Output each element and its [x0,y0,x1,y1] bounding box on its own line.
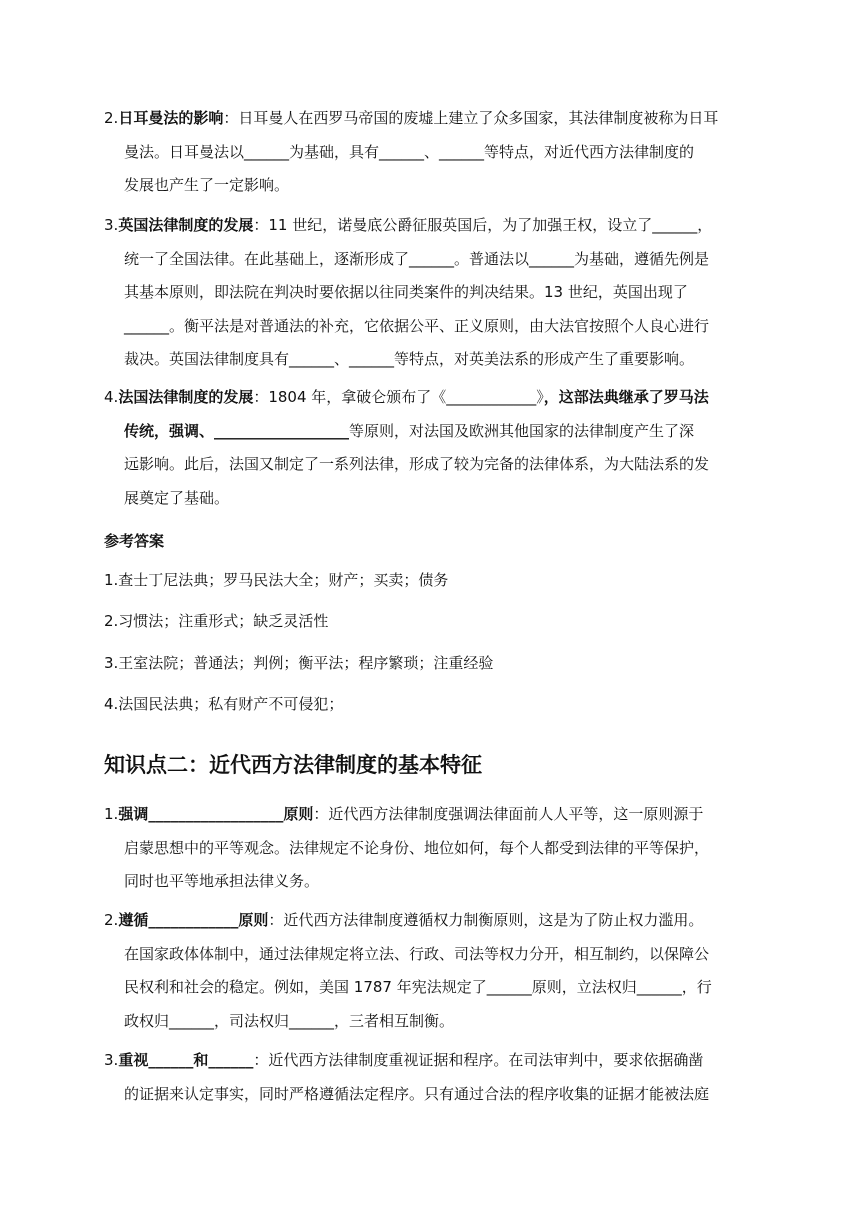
s2-item-2-line-4: 政权归______，司法权归______，三者相互制衡。 [124,1011,455,1030]
item-3-line-1: 3.英国法律制度的发展：11 世纪，诺曼底公爵征服英国后，为了加强王权，设立了______， [104,216,713,234]
s2-item-3-line-2: 的证据来认定事实，同时严格遵循法定程序。只有通过合法的程序收集的证据才能被法庭 [124,1084,710,1103]
s2-item-1-title: 强调__________________原则 [118,805,314,823]
s2-item-3-evidence-procedure [104,1044,764,1111]
answer-item-3: 3.王室法院；普通法；判例；衡平法；程序繁琐；注重经验 [104,654,494,672]
s2-item-2-line-1: 2.遵循____________原则：近代西方法律制度遵循权力制衡原则，这是为了防止权力滥用。 [104,911,704,929]
item-4-french-law [104,381,764,515]
s2-item-1-line-2: 启蒙思想中的平等观念。法律规定不论身份、地位如何，每个人都受到法律的平等保护， [124,838,710,857]
s2-item-1-line-1: 1.强调__________________原则：近代西方法律制度强调法律面前人人平等，这一原则源于 [104,805,704,823]
answer-item-4: 4.法国民法典；私有财产不可侵犯； [104,695,344,713]
item-3-english-law [104,209,764,377]
item-3-line-4: ______。衡平法是对普通法的补充，它依据公平、正义原则，由大法官按照个人良心进行 [124,316,710,335]
s2-item-2-title: 遵循____________原则 [118,911,269,929]
item-3-line-5: 裁决。英国法律制度具有______、______等特点，对英美法系的形成产生了重要影响。 [124,350,695,368]
item-2-line-2: 曼法。日耳曼法以______为基础，具有______、______等特点，对近代西方法律制度的 [124,142,695,161]
s2-item-3-title: 重视______和______ [118,1051,254,1069]
item-2-germanic-law [104,102,764,203]
s2-item-2-line-3: 民权利和社会的稳定。例如，美国 1787 年宪法规定了______原则，立法权归______，行 [124,978,712,996]
s2-item-1-equality [104,798,764,899]
answer-item-1: 1.查士丁尼法典；罗马民法大全；财产；买卖；债务 [104,571,449,589]
s2-item-2-line-2: 在国家政体体制中，通过法律规定将立法、行政、司法等权力分开，相互制约，以保障公 [124,944,710,963]
item-3-line-3: 其基本原则，即法院在判决时要依据以往同类案件的判决结果。13 世纪，英国出现了 [124,283,688,301]
item-4-title: 法国法律制度的发展 [118,388,254,406]
item-2-line-1: 2.日耳曼法的影响：日耳曼人在西罗马帝国的废墟上建立了众多国家，其法律制度被称为日耳 [104,109,719,127]
item-2-line-3: 发展也产生了一定影响。 [124,176,290,194]
s2-item-2-checks-balances [104,904,764,1038]
answers-heading: 参考答案 [104,532,165,550]
item-4-line-2: 传统，强调、__________________等原则，对法国及欧洲其他国家的法律制度产生了深 [124,421,695,440]
s2-item-1-line-3: 同时也平等地承担法律义务。 [124,872,320,890]
item-3-title: 英国法律制度的发展 [118,216,254,234]
item-3-line-2: 统一了全国法律。在此基础上，逐渐形成了______。普通法以______为基础，遵循先例是 [124,249,710,268]
answer-item-2: 2.习惯法；注重形式；缺乏灵活性 [104,612,329,630]
item-2-title: 日耳曼法的影响 [118,109,224,127]
item-4-line-3: 远影响。此后，法国又制定了一系列法律，形成了较为完备的法律体系，为大陆法系的发 [124,455,710,473]
s2-item-3-line-1: 3.重视______和______：近代西方法律制度重视证据和程序。在司法审判中，要求依据确凿 [104,1051,704,1069]
item-4-line-4: 展奠定了基础。 [124,488,230,507]
section-2-heading: 知识点二：近代西方法律制度的基本特征 [104,753,482,777]
item-4-line-1: 4.法国法律制度的发展：1804 年，拿破仑颁布了《____________》，这部法典继承了罗马法 [104,388,709,406]
